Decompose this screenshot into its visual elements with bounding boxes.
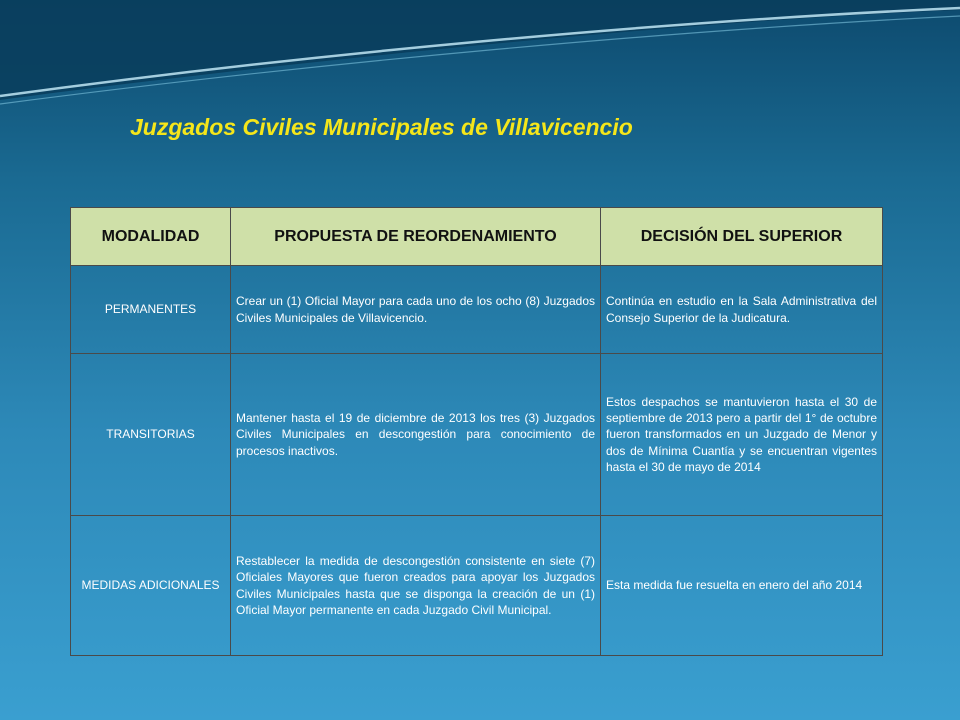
cell-propuesta: Mantener hasta el 19 de diciembre de 2013 los tres (3) Juzgados Civiles Municipales en descongestión para conocimiento de procesos inactivos. [231,354,601,516]
cell-modalidad: TRANSITORIAS [71,354,231,516]
table-header-row [71,208,883,266]
table-row [71,516,883,656]
cell-decision: Continúa en estudio en la Sala Administrativa del Consejo Superior de la Judicatura. [601,266,883,354]
cell-modalidad: MEDIDAS ADICIONALES [71,516,231,656]
cell-modalidad: PERMANENTES [71,266,231,354]
table-row [71,354,883,516]
page-title: Juzgados Civiles Municipales de Villavicencio [130,114,633,140]
header-propuesta: PROPUESTA DE REORDENAMIENTO [231,208,601,266]
cell-propuesta: Restablecer la medida de descongestión consistente en siete (7) Oficiales Mayores que fueron creados para apoyar los Juzgados Civiles Municipales hasta que se disponga la creación de un (1) Oficial Mayor permanente en cada Juzgado Civil Municipal. [231,516,601,656]
header-decision: DECISIÓN DEL SUPERIOR [601,208,883,266]
reorganization-table [70,207,883,656]
cell-decision: Estos despachos se mantuvieron hasta el 30 de septiembre de 2013 pero a partir del 1° de octubre fueron transformados en un Juzgado de Menor y dos de Mínima Cuantía y se encuentran vigentes hasta el 30 de mayo de 2014 [601,354,883,516]
header-modalidad: MODALIDAD [71,208,231,266]
table-row [71,266,883,354]
cell-propuesta: Crear un (1) Oficial Mayor para cada uno de los ocho (8) Juzgados Civiles Municipales de Villavicencio. [231,266,601,354]
cell-decision: Esta medida fue resuelta en enero del año 2014 [601,516,883,656]
